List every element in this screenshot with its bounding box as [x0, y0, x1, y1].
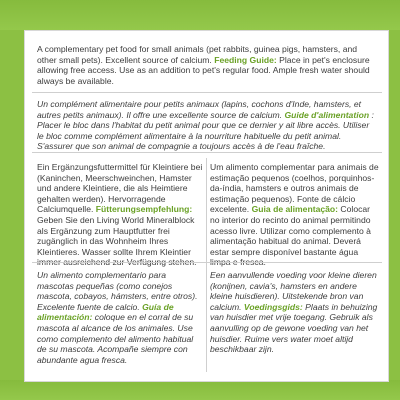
- es-text-before: Un alimento complementario para mascotas pequeñas (como conejos mascota, cobayos, hámsters, entre otros). Excelente fuente de calcio.: [37, 270, 198, 312]
- pt-text-before: Um alimento complementar para animais de estimação pequenos (coelhos, porquinhos-da-índia, hamsters e outros animais de estimação pequenos). Fonte de cálcio excelente.: [210, 162, 379, 215]
- en-feeding-guide-label: Feeding Guide:: [214, 54, 277, 65]
- dutch-description: [210, 270, 380, 355]
- portuguese-description: [210, 162, 380, 268]
- french-description: [37, 99, 377, 152]
- column-divider: [206, 158, 207, 372]
- pt-text-after: Colocar no interior do recinto do animal permitindo acesso livre. Utilizar como complemento à alimentação habitual do animal. Deverá estar sempre disponível bastante água: [210, 204, 371, 257]
- en-text-before: A complementary pet food for small animals (pet rabbits, guinea pigs, hamsters, and other small pets). Excellent source of calcium.: [37, 44, 358, 65]
- divider-en-fr: [32, 92, 382, 93]
- pt-feeding-guide-label: Guia de alimentação:: [251, 204, 339, 215]
- de-text-after: Geben Sie den Living World Mineralblock als Ergänzung zum Hauptfutter frei zugänglich in das Wohnheim Ihres Kleintieres. Wasser sollte Ihrem Kleintier: [37, 214, 195, 257]
- es-feeding-guide-label: Guía de alimentación:: [37, 301, 174, 323]
- fr-feeding-guide-label: Guide d'alimentation: [284, 109, 370, 120]
- packaging-bottom-band: [0, 380, 400, 400]
- fr-text-before: Un complément alimentaire pour petits animaux (lapins, cochons d'Inde, hamsters, et autres petits animaux). Il offre une excellente source de calcium.: [37, 99, 362, 120]
- de-text-before: Ein Ergänzungsfuttermittel für Kleintiere bei (Kaninchen, Meerschweinchen, Hamster und andere Kleintiere, die als Heimtiere gehalten werden). Hervorragende Calciumquelle.: [37, 162, 203, 215]
- nl-text-before: Een aanvullende voeding voor kleine dieren (konijnen, cavia's, hamsters en andere kleine huisdieren). Uitstekende bron van calcium.: [210, 270, 377, 312]
- divider-de-es: [32, 262, 382, 263]
- english-description: [37, 44, 377, 86]
- es-text-after: coloque en el corral de su mascota al alcance de los animales. Use como complemento del alimento habitual de su mascota. Acompañe siempre con abundante agua fresca.: [37, 312, 194, 365]
- en-text-after: Place in pet's enclosure allowing free access. Use as an addition to pet's regular food. Ample fresh water should always be available.: [37, 54, 370, 86]
- nl-text-after: Plaats in behuizing van huisdier met vrije toegang. Gebruik als aanvulling op de gewone voeding van het huisdier. Ruime vers water moet altijd beschikbaar zijn.: [210, 301, 378, 355]
- nl-feeding-guide-label: Voedingsgids:: [243, 301, 303, 312]
- de-feeding-guide-label: Fütterungsempfehlung:: [95, 204, 193, 215]
- fr-text-after: : Placer le bloc dans l'habitat du petit animal pour que ce dernier y ait libre accès. Utiliser le bloc comme complément alimentaire à la nourriture habituelle du petit animal. S'assurer que son animal de compagnie a toujours accès à de l'eau fraîche.: [37, 109, 374, 152]
- divider-fr-de: [32, 152, 382, 153]
- spanish-description: [37, 270, 203, 365]
- german-description: [37, 162, 203, 268]
- packaging-top-band: [0, 0, 400, 30]
